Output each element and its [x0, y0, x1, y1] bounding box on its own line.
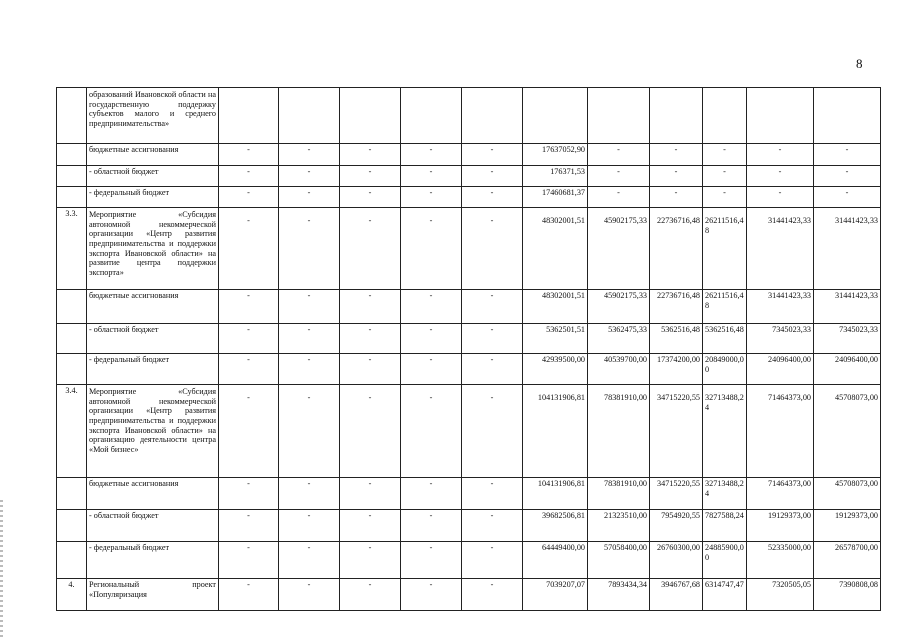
- value-cell: 32713488,24: [703, 478, 747, 510]
- value-cell: -: [650, 144, 703, 166]
- dash-cell: [279, 88, 340, 144]
- value-cell: 176371,53: [523, 166, 588, 187]
- value-cell: -: [814, 166, 881, 187]
- value-cell: 19129373,00: [747, 510, 814, 542]
- value-cell: 19129373,00: [814, 510, 881, 542]
- dash-cell: -: [401, 166, 462, 187]
- dash-cell: -: [462, 542, 523, 579]
- dash-cell: -: [462, 208, 523, 290]
- value-cell: 34715220,55: [650, 478, 703, 510]
- row-description: образований Ивановской области на государственную поддержку субъектов малого и среднего предпринимательства»: [87, 88, 219, 144]
- value-cell: 40539700,00: [588, 354, 650, 385]
- row-index: [57, 324, 87, 354]
- dash-cell: -: [462, 324, 523, 354]
- dash-cell: -: [462, 290, 523, 324]
- dash-cell: -: [340, 166, 401, 187]
- table-row: [57, 510, 881, 542]
- value-cell: 104131906,81: [523, 478, 588, 510]
- table-row: [57, 324, 881, 354]
- value-cell: 39682506,81: [523, 510, 588, 542]
- value-cell: 5362516,48: [650, 324, 703, 354]
- dash-cell: -: [340, 385, 401, 478]
- dash-cell: -: [219, 542, 279, 579]
- table-row: [57, 290, 881, 324]
- value-cell: 7954920,55: [650, 510, 703, 542]
- dash-cell: -: [219, 354, 279, 385]
- dash-cell: -: [340, 208, 401, 290]
- dash-cell: -: [462, 579, 523, 611]
- dash-cell: -: [462, 166, 523, 187]
- value-cell: 78381910,00: [588, 478, 650, 510]
- dash-cell: -: [279, 324, 340, 354]
- row-description: - областной бюджет: [87, 510, 219, 542]
- dash-cell: -: [401, 354, 462, 385]
- value-cell: 26211516,48: [703, 290, 747, 324]
- table-row: [57, 354, 881, 385]
- dash-cell: -: [279, 579, 340, 611]
- value-cell: 24096400,00: [747, 354, 814, 385]
- value-cell: 7390808,08: [814, 579, 881, 611]
- value-cell: 45708073,00: [814, 385, 881, 478]
- value-cell: 20849000,00: [703, 354, 747, 385]
- value-cell: 71464373,00: [747, 478, 814, 510]
- value-cell: -: [703, 166, 747, 187]
- dash-cell: -: [219, 385, 279, 478]
- row-index: [57, 144, 87, 166]
- table-row: [57, 208, 881, 290]
- dash-cell: -: [462, 510, 523, 542]
- row-description: - федеральный бюджет: [87, 542, 219, 579]
- dash-cell: -: [340, 510, 401, 542]
- table-row: [57, 579, 881, 611]
- budget-table: [56, 87, 881, 611]
- value-cell: 42939500,00: [523, 354, 588, 385]
- row-index: 3.3.: [57, 208, 87, 290]
- dash-cell: -: [219, 510, 279, 542]
- dash-cell: -: [340, 290, 401, 324]
- value-cell: [523, 88, 588, 144]
- dash-cell: -: [279, 542, 340, 579]
- dash-cell: -: [462, 354, 523, 385]
- dash-cell: -: [401, 208, 462, 290]
- value-cell: [650, 88, 703, 144]
- dash-cell: -: [401, 579, 462, 611]
- value-cell: 34715220,55: [650, 385, 703, 478]
- dash-cell: [401, 88, 462, 144]
- value-cell: -: [747, 144, 814, 166]
- row-description: - федеральный бюджет: [87, 354, 219, 385]
- row-description: бюджетные ассигнования: [87, 290, 219, 324]
- row-description: бюджетные ассигнования: [87, 478, 219, 510]
- table-row: [57, 88, 881, 144]
- table-row: [57, 144, 881, 166]
- value-cell: 26578700,00: [814, 542, 881, 579]
- value-cell: 6314747,47: [703, 579, 747, 611]
- value-cell: 17460681,37: [523, 187, 588, 208]
- value-cell: [588, 88, 650, 144]
- table-row: [57, 187, 881, 208]
- value-cell: 31441423,33: [814, 290, 881, 324]
- value-cell: 32713488,24: [703, 385, 747, 478]
- dash-cell: -: [401, 542, 462, 579]
- value-cell: 21323510,00: [588, 510, 650, 542]
- value-cell: 26211516,48: [703, 208, 747, 290]
- table-row: [57, 166, 881, 187]
- row-description: - областной бюджет: [87, 166, 219, 187]
- value-cell: -: [814, 187, 881, 208]
- dash-cell: -: [401, 324, 462, 354]
- value-cell: 31441423,33: [747, 208, 814, 290]
- dash-cell: -: [219, 579, 279, 611]
- row-description: - областной бюджет: [87, 324, 219, 354]
- dash-cell: -: [340, 478, 401, 510]
- value-cell: [703, 88, 747, 144]
- row-index: [57, 187, 87, 208]
- dash-cell: -: [279, 385, 340, 478]
- dash-cell: -: [219, 187, 279, 208]
- value-cell: 78381910,00: [588, 385, 650, 478]
- dash-cell: -: [279, 187, 340, 208]
- row-description: бюджетные ассигнования: [87, 144, 219, 166]
- dash-cell: [462, 88, 523, 144]
- dash-cell: -: [401, 385, 462, 478]
- dash-cell: -: [279, 478, 340, 510]
- value-cell: 17637052,90: [523, 144, 588, 166]
- dash-cell: -: [462, 385, 523, 478]
- row-index: [57, 166, 87, 187]
- value-cell: -: [747, 187, 814, 208]
- value-cell: [814, 88, 881, 144]
- value-cell: 57058400,00: [588, 542, 650, 579]
- value-cell: -: [814, 144, 881, 166]
- value-cell: 7345023,33: [747, 324, 814, 354]
- dash-cell: -: [219, 324, 279, 354]
- value-cell: -: [650, 187, 703, 208]
- value-cell: 45708073,00: [814, 478, 881, 510]
- dash-cell: -: [401, 478, 462, 510]
- row-description: Мероприятие «Субсидия автономной некоммерческой организации «Центр развития предпринимательства и поддержки экспорта Ивановской области» на организацию деятельности центра «Мой бизнес»: [87, 385, 219, 478]
- value-cell: 22736716,48: [650, 290, 703, 324]
- value-cell: -: [588, 187, 650, 208]
- dash-cell: -: [340, 542, 401, 579]
- scan-edge-mark: [0, 500, 3, 640]
- value-cell: [747, 88, 814, 144]
- value-cell: 48302001,51: [523, 290, 588, 324]
- value-cell: -: [703, 187, 747, 208]
- dash-cell: -: [279, 208, 340, 290]
- value-cell: 26760300,00: [650, 542, 703, 579]
- value-cell: -: [588, 166, 650, 187]
- value-cell: 48302001,51: [523, 208, 588, 290]
- value-cell: 45902175,33: [588, 290, 650, 324]
- table-row: [57, 385, 881, 478]
- value-cell: 52335000,00: [747, 542, 814, 579]
- value-cell: 64449400,00: [523, 542, 588, 579]
- value-cell: 45902175,33: [588, 208, 650, 290]
- dash-cell: -: [219, 144, 279, 166]
- value-cell: 3946767,68: [650, 579, 703, 611]
- dash-cell: -: [462, 187, 523, 208]
- row-index: [57, 88, 87, 144]
- dash-cell: -: [219, 208, 279, 290]
- row-description: - федеральный бюджет: [87, 187, 219, 208]
- dash-cell: -: [219, 290, 279, 324]
- row-index: [57, 354, 87, 385]
- dash-cell: -: [340, 144, 401, 166]
- dash-cell: -: [401, 144, 462, 166]
- dash-cell: -: [340, 579, 401, 611]
- value-cell: 7827588,24: [703, 510, 747, 542]
- value-cell: 22736716,48: [650, 208, 703, 290]
- row-description: Региональный проект «Популяризация: [87, 579, 219, 611]
- dash-cell: -: [340, 354, 401, 385]
- row-index: [57, 478, 87, 510]
- row-index: 3.4.: [57, 385, 87, 478]
- value-cell: 31441423,33: [747, 290, 814, 324]
- value-cell: 24096400,00: [814, 354, 881, 385]
- dash-cell: -: [219, 478, 279, 510]
- dash-cell: -: [401, 187, 462, 208]
- value-cell: 31441423,33: [814, 208, 881, 290]
- value-cell: 7345023,33: [814, 324, 881, 354]
- row-index: 4.: [57, 579, 87, 611]
- value-cell: 24885900,00: [703, 542, 747, 579]
- value-cell: 5362475,33: [588, 324, 650, 354]
- dash-cell: -: [340, 187, 401, 208]
- value-cell: 17374200,00: [650, 354, 703, 385]
- value-cell: 5362501,51: [523, 324, 588, 354]
- dash-cell: -: [279, 354, 340, 385]
- value-cell: -: [588, 144, 650, 166]
- table-row: [57, 542, 881, 579]
- value-cell: -: [747, 166, 814, 187]
- page-number: 8: [856, 56, 863, 71]
- value-cell: -: [703, 144, 747, 166]
- dash-cell: -: [340, 324, 401, 354]
- table-body: [57, 88, 881, 611]
- table-row: [57, 478, 881, 510]
- value-cell: 7893434,34: [588, 579, 650, 611]
- value-cell: 7039207,07: [523, 579, 588, 611]
- dash-cell: -: [401, 290, 462, 324]
- value-cell: -: [650, 166, 703, 187]
- row-index: [57, 542, 87, 579]
- value-cell: 7320505,05: [747, 579, 814, 611]
- row-index: [57, 510, 87, 542]
- dash-cell: [340, 88, 401, 144]
- dash-cell: -: [462, 478, 523, 510]
- dash-cell: -: [279, 290, 340, 324]
- dash-cell: -: [462, 144, 523, 166]
- row-index: [57, 290, 87, 324]
- value-cell: 71464373,00: [747, 385, 814, 478]
- dash-cell: -: [279, 510, 340, 542]
- row-description: Мероприятие «Субсидия автономной некоммерческой организации «Центр развития предпринимательства и поддержки экспорта Ивановской области» на развитие центра поддержки экспорта»: [87, 208, 219, 290]
- value-cell: 104131906,81: [523, 385, 588, 478]
- dash-cell: -: [279, 166, 340, 187]
- dash-cell: -: [401, 510, 462, 542]
- dash-cell: -: [219, 166, 279, 187]
- dash-cell: -: [279, 144, 340, 166]
- dash-cell: [219, 88, 279, 144]
- value-cell: 5362516,48: [703, 324, 747, 354]
